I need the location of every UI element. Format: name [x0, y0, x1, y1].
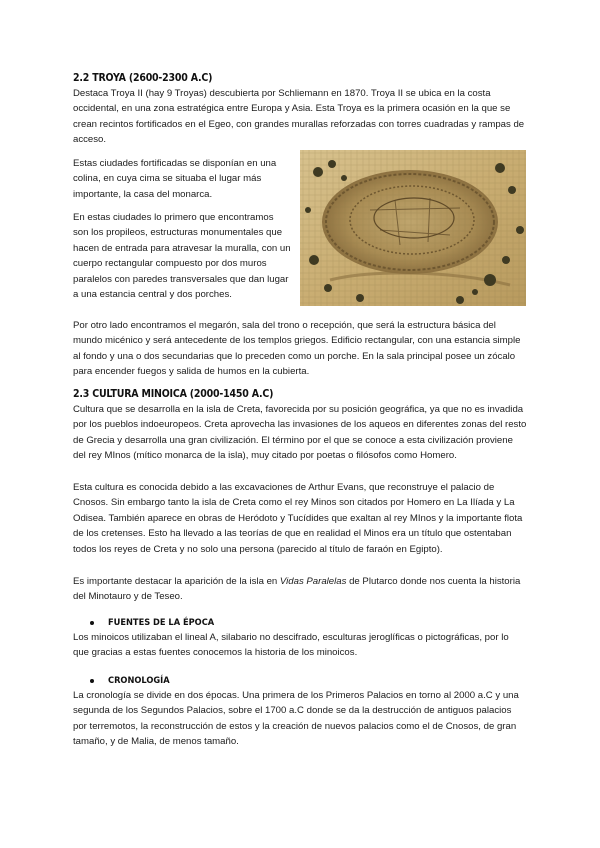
troy-aerial-photo [300, 150, 526, 306]
fuentes-paragraph: Los minoicos utilizaban el lineal A, silabario no descifrado, esculturas jeroglíficas o pictográficas, por lo que gracias a estas fuentes conocemos la historia de los minoicos. [73, 632, 509, 659]
cronologia-paragraph: La cronología se divide en dos épocas. Una primera de los Primeros Palacios en torno al 2000 a.C y una segunda de los Segundos Palacios, sobre el 1700 a.C donde se da la destrucción de antiguos palacios por terremotos, la reconstrucción de estos y la creación de nuevos palacios como el de Cnosos, de gran tamaño, y de Malia, de menos tamaño. [73, 690, 519, 748]
troya-paragraph-4: Por otro lado encontramos el megarón, sala del trono o recepción, que será la estructura básica del mundo micénico y será antecedente de los templos griegos. Edificio rectangular, con una estancia simple al fondo y una o dos secundarias que lo preceden como un porche. En la sala principal posee un zócalo para encender fuegos y salida de humos en la cubierta. [73, 320, 521, 378]
troya-paragraph-1: Destaca Troya II (hay 9 Troyas) descubierta por Schliemann en 1870. Troya II se ubica en la costa occidental, en una zona estratégica entre Europa y Asia. Esta Troya es la primera ocasión en la que se crean recintos fortificados en el Egeo, con grandes murallas reforzadas con torres cuadradas y rampas de acceso. [73, 88, 525, 146]
minoica-paragraph-3 [73, 574, 527, 605]
bullet-label-fuentes: FUENTES DE LA ÉPOCA [108, 617, 215, 628]
heading-minoica: 2.3 CULTURA MINOICA (2000-1450 A.C) [73, 388, 274, 400]
minoica-paragraph-1: Cultura que se desarrolla en la isla de Creta, favorecida por su posición geográfica, ya que no es invadida por los pueblos indoeuropeos. Creta aprovecha las invasiones de los aqueos en diferentes zonas del resto de Grecia y desarrolla una gran civilización. El término por el que se conoce a esta civilización proviene del rey MInos (mítico monarca de la isla), muy citado por poetas o filósofos como Homero. [73, 404, 527, 462]
bullet-cronologia [90, 675, 170, 686]
minoica-paragraph-2: Esta cultura es conocida debido a las excavaciones de Arthur Evans, que reconstruye el palacio de Cnosos. Sin embargo tanto la isla de Creta como el rey Minos son citados por Homero en La Ilíada y La Odisea. También aparece en obras de Heródoto y Tucídides que exaltan al rey MInos y la importante flota de los cretenses. Esto ha llevado a las teorías de que en realidad el Minos era un título que ostentaban todos los reyes de Creta y no solo una persona (parecido al título de faraón en Egipto). [73, 482, 523, 555]
bullet-label-cronologia: CRONOLOGÍA [108, 675, 170, 686]
troya-paragraph-2: Estas ciudades fortificadas se disponían en una colina, en cuya cima se situaba el lugar más importante, la casa del monarca. [73, 158, 277, 200]
minoica-p3-text-a: Es importante destacar la aparición de la isla en [73, 576, 280, 587]
minoica-p3-text-b: de Plutarco donde nos cuenta la historia del Minotauro y de Teseo. [73, 576, 521, 603]
bullet-dot-icon [90, 679, 94, 683]
aerial-photo-icon [300, 150, 526, 306]
troya-paragraph-3: En estas ciudades lo primero que encontramos son los propileos, estructuras monumentales que hacen de entrada para atravesar la muralla, con un cuerpo rectangular compuesto por dos muros paralelos con paredes transversales que dan lugar a una estancia central y dos porches. [73, 212, 291, 301]
vidas-paralelas-title: Vidas Paralelas [279, 576, 347, 587]
heading-troya: 2.2 TROYA (2600-2300 A.C) [73, 72, 213, 84]
bullet-fuentes [90, 617, 214, 628]
bullet-dot-icon [90, 621, 94, 625]
